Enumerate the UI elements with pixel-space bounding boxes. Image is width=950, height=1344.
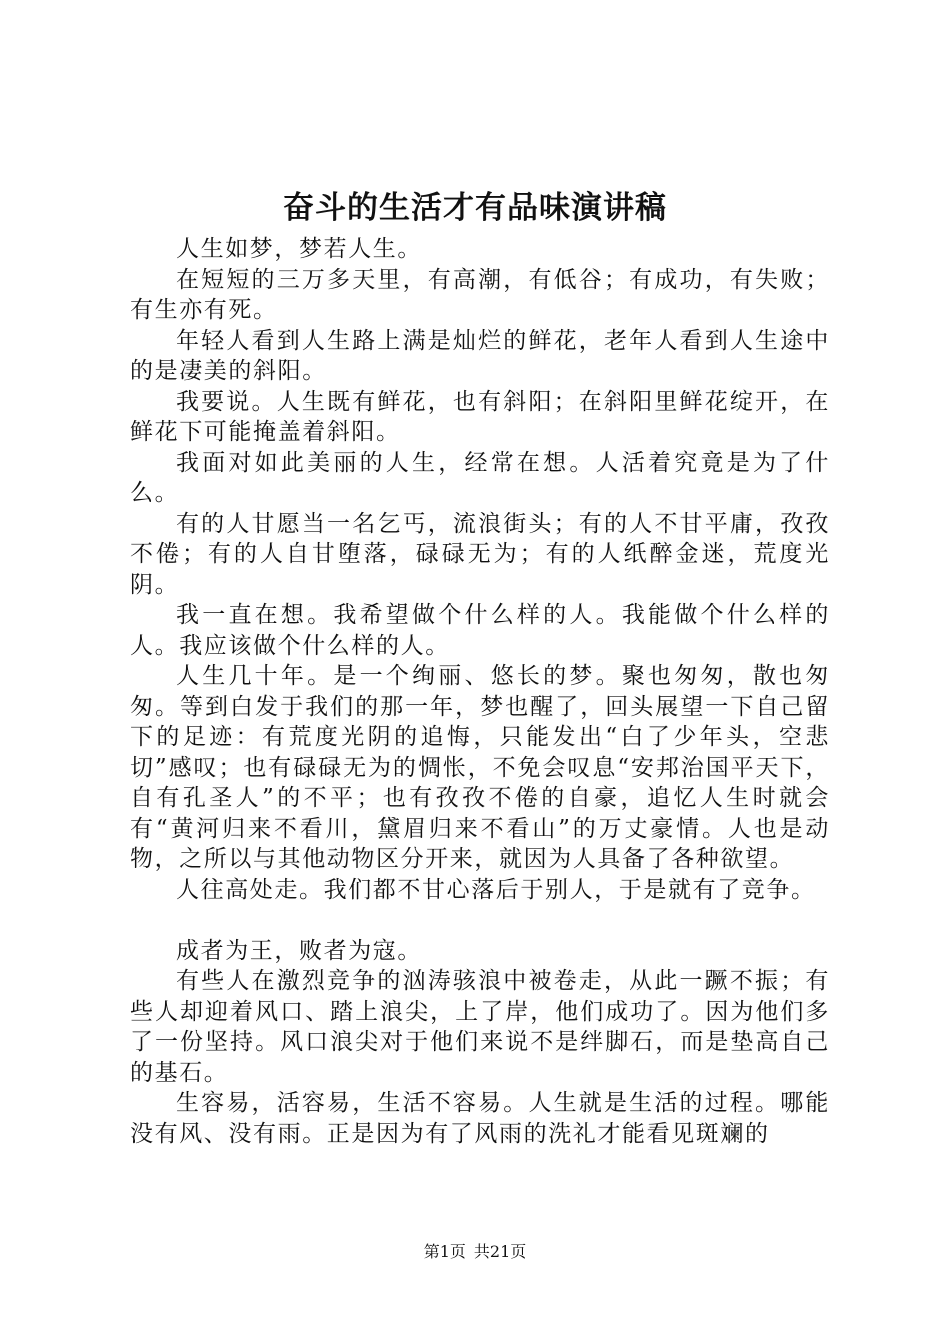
- paragraph: 人生几十年。是一个绚丽、悠长的梦。聚也匆匆，散也匆匆。等到白发于我们的那一年，梦也醒了，回头展望一下自己留下的足迹：有荒度光阴的追悔，只能发出“白了少年头，空悲切”感叹；也有碌碌无为的惆怅，不免会叹息“安邦治国平天下，自有孔圣人”的不平；也有孜孜不倦的自豪，追忆人生时就会有“黄河归来不看川，黛眉归来不看山”的万丈豪情。人也是动物，之所以与其他动物区分开来，就因为人具备了各种欲望。: [130, 663, 830, 872]
- paragraph: 有些人在激烈竞争的汹涛骇浪中被卷走，从此一蹶不振；有些人却迎着风口、踏上浪尖，上了岸，他们成功了。因为他们多了一份坚持。风口浪尖对于他们来说不是绊脚石，而是垫高自己的基石。: [130, 968, 830, 1086]
- page-number: 第1页: [423, 1242, 466, 1261]
- paragraph: 我一直在想。我希望做个什么样的人。我能做个什么样的人。我应该做个什么样的人。: [130, 602, 830, 659]
- paragraph: 成者为王，败者为寇。: [176, 937, 422, 964]
- document-title: 奋斗的生活才有品味演讲稿: [283, 190, 667, 226]
- paragraph: 人往高处走。我们都不甘心落后于别人，于是就有了竞争。: [176, 876, 816, 903]
- page-total: 共21页: [473, 1242, 527, 1261]
- paragraph: 人生如梦，梦若人生。: [176, 236, 422, 262]
- page-footer: [0, 1240, 950, 1264]
- blank-line: [130, 905, 830, 936]
- paragraph: 有的人甘愿当一名乞丐，流浪街头；有的人不甘平庸，孜孜不倦；有的人自甘堕落，碌碌无为；有的人纸醉金迷，荒度光阴。: [130, 510, 830, 598]
- paragraph: 我面对如此美丽的人生，经常在想。人活着究竟是为了什么。: [130, 449, 830, 506]
- paragraph: 我要说。人生既有鲜花，也有斜阳；在斜阳里鲜花绽开，在鲜花下可能掩盖着斜阳。: [130, 388, 830, 445]
- paragraph: 年轻人看到人生路上满是灿烂的鲜花，老年人看到人生途中的是凄美的斜阳。: [130, 327, 830, 384]
- document-body: [130, 234, 830, 1149]
- paragraph: 在短短的三万多天里，有高潮，有低谷；有成功，有失败；有生亦有死。: [130, 266, 830, 323]
- paragraph: 生容易，活容易，生活不容易。人生就是生活的过程。哪能没有风、没有雨。正是因为有了风雨的洗礼才能看见斑斓的: [130, 1090, 830, 1147]
